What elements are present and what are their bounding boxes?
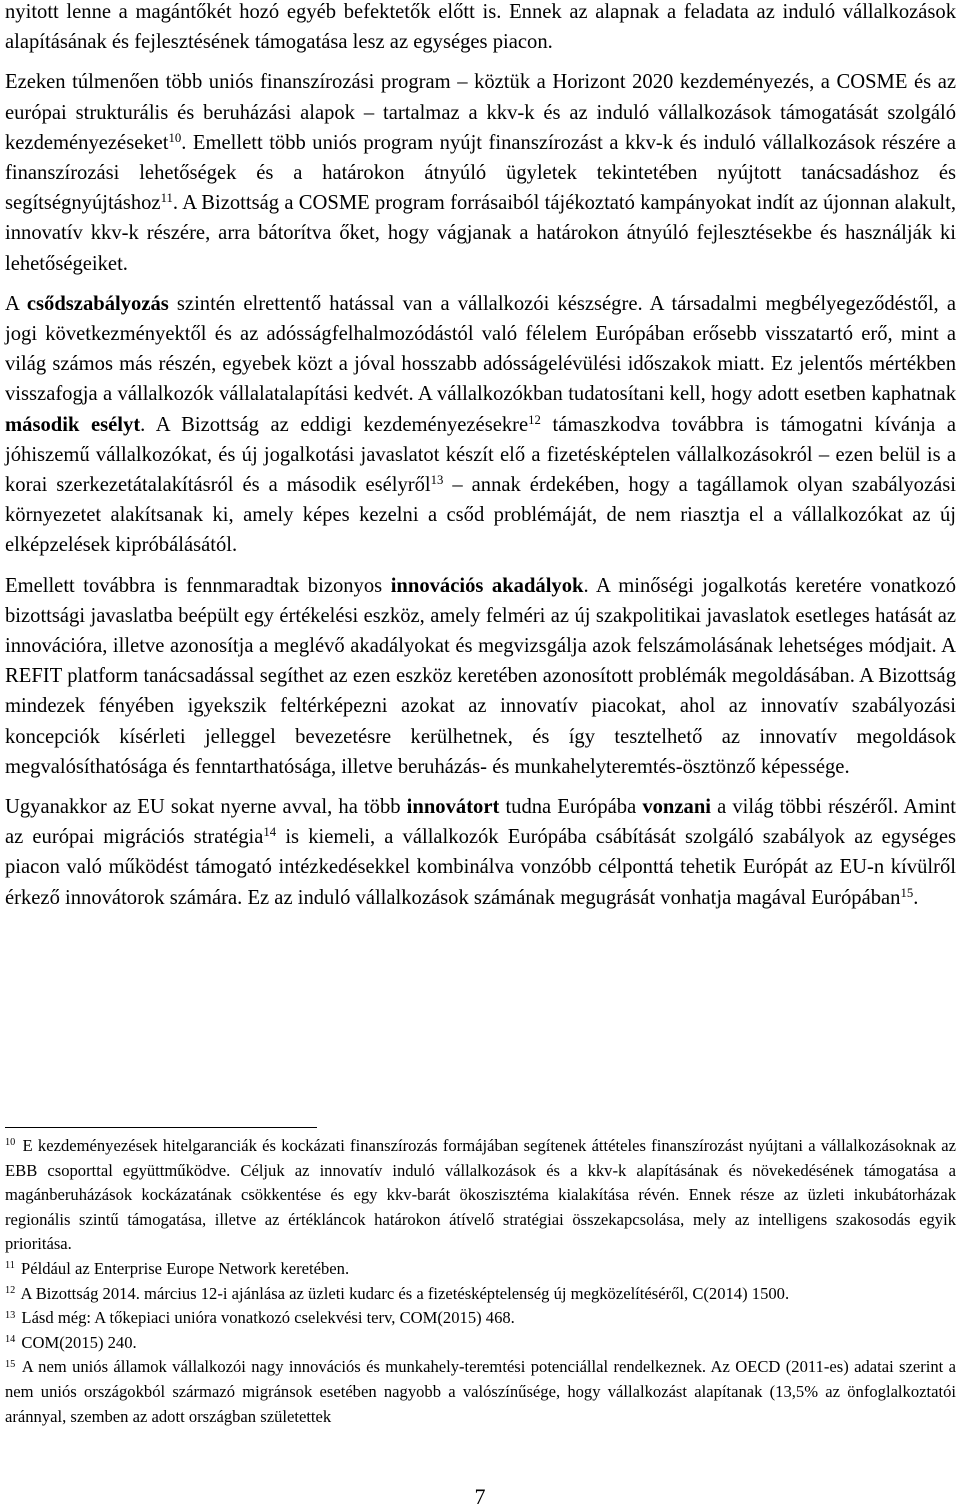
bold-term: csődszabályozás <box>26 292 169 315</box>
footnote-reference: 10 <box>168 130 182 145</box>
footnote-reference: 11 <box>160 191 173 206</box>
bold-term: vonzani <box>642 796 711 819</box>
page-number: 7 <box>474 1484 486 1509</box>
footnote-text: COM(2015) 240. <box>17 1332 137 1352</box>
footnote-reference: 13 <box>430 473 444 488</box>
text-run: Ezeken túlmenően több uniós finanszírozási program – köztük a Horizont 2020 kezdeményezés, a COSME és az európai strukturális és beruházási alapok – tartalmaz a kkv-k és az induló vállalkozások támogatását szolgáló kezdeményezéseket <box>5 71 956 154</box>
footnote-reference: 14 <box>263 825 277 840</box>
text-run: a világ többi részéről. Amint az európai migrációs stratégia <box>5 796 956 849</box>
paragraph <box>5 67 956 278</box>
footnote-mark: 15 <box>5 1358 16 1370</box>
footnote-reference: 12 <box>528 412 541 427</box>
text-run: szintén elrettentő hatással van a vállalkozói készségre. A társadalmi megbélyegeződéstől, a jogi következményektől és az adósságfelhalmozódástól való félelem Európában erősebb visszatartó erő, mint a világ számos más részén, egyebek közt a jóval hosszabb adósságelévülési időszakok miatt. Ez jelentős mértékben visszafogja a vállalkozók vállalatalapítási kedvét. A vállalkozókban tudatosítani kell, hogy adott esetben kaphatnak <box>5 292 956 406</box>
footnote-mark: 12 <box>5 1284 16 1296</box>
footnote <box>5 1134 956 1257</box>
text-run: . <box>913 886 919 909</box>
text-run: . Emellett több uniós program nyújt finanszírozást a kkv-k és induló vállalkozások részére a finanszírozási lehetőségek és a határokon átnyúló ügyletek tekintetében nyújtott tanácsadáshoz és segítségnyújtáshoz <box>5 131 956 215</box>
text-run: . A Bizottság az eddigi kezdeményezésekre <box>140 413 529 436</box>
footnote-reference: 15 <box>900 885 914 900</box>
footnote-mark: 14 <box>5 1334 16 1346</box>
footnote <box>5 1282 956 1307</box>
text-run: – annak érdekében, hogy a tagállamok olyan szabályozási környezetet alakítsanak ki, amely képes kezelni a csőd problémáját, de nem riasztja el a vállalkozókat az új elképzelések kipróbálásától. <box>5 474 956 557</box>
paragraph <box>5 289 956 561</box>
text-run: A <box>5 292 27 315</box>
paragraph <box>5 571 956 782</box>
footnote <box>5 1331 956 1356</box>
footnote <box>5 1306 956 1331</box>
text-run: tudna Európába <box>499 796 643 819</box>
text-run: . A minőségi jogalkotás keretére vonatkozó bizottsági javaslatba beépült egy értékelési eszköz, amely felméri az új szakpolitikai javaslatok esetleges hatását az innovációra, illetve azonosítja a meglévő akadályokat és megvizsgálja azok felszámolásának lehetséges módjait. A REFIT platform tanácsadással segíthet az ezen eszköz keretében azonosított problémák megoldásában. A Bizottság mindezek fényében igyekszik feltérképezni azokat az innovatív piacokat, ahol az innovatív szabályozási koncepciók kísérleti jelleggel bevezetésre kerülhetnek, és így tesztelhető az innovatív megoldások megvalósíthatósága és fenntarthatósága, illetve beruházás- és munkahelyteremtés-ösztönző képessége. <box>5 574 957 778</box>
footnote-text: A nem uniós államok vállalkozói nagy innovációs és munkahely-teremtési potenciállal rendelkeznek. Az OECD (2011-es) adatai szerint a nem uniós országokból származó migránsok esetében nagyobb a valószínűsége, hogy vállalkozást alapítanak (13,5% az önfoglalkoztatói aránnyal, szemben az adott országban születettek <box>5 1357 956 1426</box>
footnote-mark: 13 <box>5 1309 16 1321</box>
document-body <box>5 0 956 923</box>
footnote-text: E kezdeményezések hitelgaranciák és kockázati finanszírozás formájában segítenek áttételes finanszírozást nyújtani a vállalkozásoknak az EBB csoporttal együttműködve. Céljuk az innovatív induló vállalkozások és a kkv-k alapításának és növekedésének támogatása a magánberuházások kockázatának csökkentése és egy kkv-barát ökoszisztéma kialakítása révén. Ennek része az üzleti inkubátorházak regionális szintű támogatása, illetve az értékláncok határokon átívelő stratégiai összekapcsolása, mely az intelligens szakosodás egyik prioritása. <box>5 1136 956 1254</box>
text-run: nyitott lenne a magántőkét hozó egyéb befektetők előtt is. Ennek az alapnak a feladata az induló vállalkozások alapításának és fejlesztésének támogatása lesz az egységes piacon. <box>5 1 956 54</box>
footnotes-section <box>5 1127 956 1429</box>
text-run: támaszkodva továbbra is támogatni kívánja a jóhiszemű vállalkozókat, és új jogalkotási javaslatot készít elő a fizetésképtelen vállalkozásokról – ezen belül is a korai szerkezetátalakításról és a második esélyről <box>5 413 956 497</box>
text-run: . A Bizottság a COSME program forrásaiból tájékoztató kampányokat indít az újonnan alakult, innovatív kkv-k részére, arra bátorítva őket, hogy vágjanak a határokon átnyúló fejlesztésekbe és használják ki lehetőségeiket. <box>5 192 956 275</box>
footnote-separator <box>5 1127 317 1128</box>
bold-term: második esélyt <box>5 413 141 436</box>
footnote-text: Lásd még: A tőkepiaci unióra vonatkozó cselekvési terv, COM(2015) 468. <box>17 1308 515 1328</box>
paragraph <box>5 0 956 57</box>
footnote <box>5 1355 956 1429</box>
footnote-text: A Bizottság 2014. március 12-i ajánlása az üzleti kudarc és a fizetésképtelenség új megközelítéséről, C(2014) 1500. <box>17 1283 790 1303</box>
bold-term: innovációs akadályok <box>390 574 584 597</box>
footnote-text: Például az Enterprise Europe Network keretében. <box>16 1258 350 1278</box>
text-run: Emellett továbbra is fennmaradtak bizonyos <box>5 574 391 597</box>
text-run: Ugyanakkor az EU sokat nyerne avval, ha több <box>5 796 407 819</box>
footnote-mark: 10 <box>5 1137 16 1149</box>
footnote <box>5 1257 956 1282</box>
paragraph <box>5 792 956 913</box>
bold-term: innovátort <box>406 796 500 819</box>
footnote-mark: 11 <box>5 1260 15 1272</box>
text-run: is kiemeli, a vállalkozók Európába csábítását szolgáló szabályok az egységes piacon való működést támogató intézkedésekkel kombinálva vonzóbb célponttá tehetik Európát az EU-n kívülről érkező innovátorok számára. Ez az induló vállalkozások számának megugrását vonhatja magával Európában <box>5 826 956 909</box>
